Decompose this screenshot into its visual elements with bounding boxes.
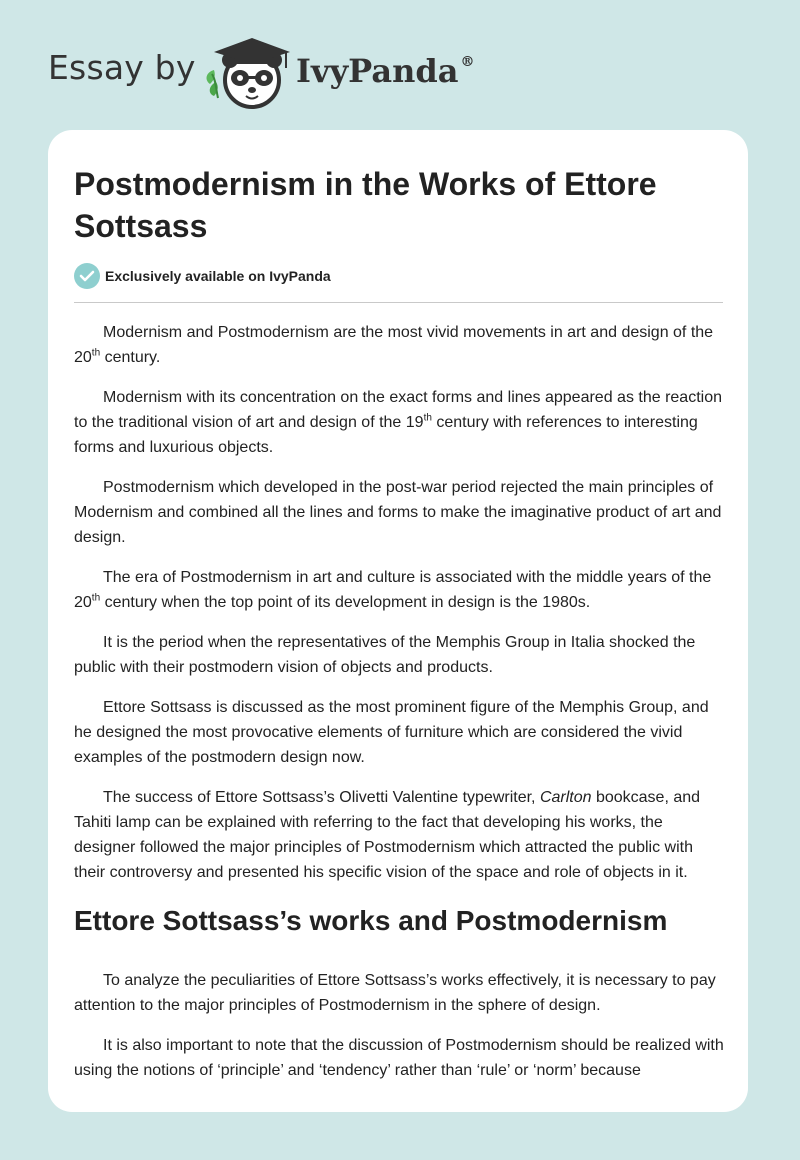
exclusive-label: Exclusively available on IvyPanda xyxy=(105,268,331,284)
paragraph: To analyze the peculiarities of Ettore Sottsass’s works effectively, it is necessary to pay attention to the major principles of Postmodernism in the sphere of design. xyxy=(74,972,716,1014)
brand-name[interactable] xyxy=(296,52,474,90)
exclusive-badge xyxy=(74,263,331,289)
italic-title: Carlton xyxy=(539,789,592,806)
paragraph: Postmodernism which developed in the post-war period rejected the main principles of Modernism and combined all the lines and forms to make the imaginative product of art and design. xyxy=(74,479,722,546)
text-run: The era of Postmodernism in art and culture is associated with the middle years of the 20 xyxy=(74,569,712,611)
superscript: th xyxy=(91,347,101,359)
superscript: th xyxy=(423,412,432,424)
essay-by-label: Essay by xyxy=(48,48,196,87)
site-header xyxy=(48,34,648,114)
paragraph xyxy=(74,385,726,460)
text-run: Modernism and Postmodernism are the most vivid movements in art and design of the 20 xyxy=(74,324,714,366)
page-title: Postmodernism in the Works of Ettore Sottsass xyxy=(74,166,657,244)
paragraph xyxy=(74,320,726,370)
essay-card xyxy=(48,130,748,1112)
divider xyxy=(74,302,723,303)
text-run: The success of Ettore Sottsass’s Olivetti Valentine typewriter, xyxy=(103,789,540,806)
check-circle-icon xyxy=(74,263,100,289)
brand-text: IvyPanda xyxy=(296,52,459,90)
text-run: century when the top point of its development in design is the 1980s. xyxy=(100,594,591,611)
text-run: Modernism with its concentration on the exact forms and lines appeared as the reaction to the traditional vision of art and design of the 19 xyxy=(74,389,722,431)
text-run: century with references to interesting forms and luxurious objects. xyxy=(74,414,698,456)
paragraph: Ettore Sottsass is discussed as the most prominent figure of the Memphis Group, and he designed the most provocative elements of furniture which are considered the vivid examples of the postmodern design now. xyxy=(74,699,709,766)
panda-logo-icon[interactable] xyxy=(202,34,294,110)
paragraph xyxy=(74,565,726,615)
paragraph: It is also important to note that the discussion of Postmodernism should be realized with using the notions of ‘principle’ and ‘tendency’ rather than ‘rule’ or ‘norm’ because xyxy=(74,1037,724,1079)
paragraph: It is the period when the representatives of the Memphis Group in Italia shocked the public with their postmodern vision of objects and products. xyxy=(74,634,696,676)
registered-mark: ® xyxy=(460,54,475,71)
text-run: century. xyxy=(100,349,161,366)
section-heading: Ettore Sottsass’s works and Postmodernism xyxy=(74,905,668,936)
paragraph xyxy=(74,785,726,885)
essay-body xyxy=(74,320,726,1098)
text-run: bookcase, and Tahiti lamp can be explained with referring to the fact that developing his works, the designer followed the major principles of Postmodernism which attracted the public with their controversy and presented his specific vision of the space and role of objects in it. xyxy=(74,789,701,881)
superscript: th xyxy=(91,592,101,604)
